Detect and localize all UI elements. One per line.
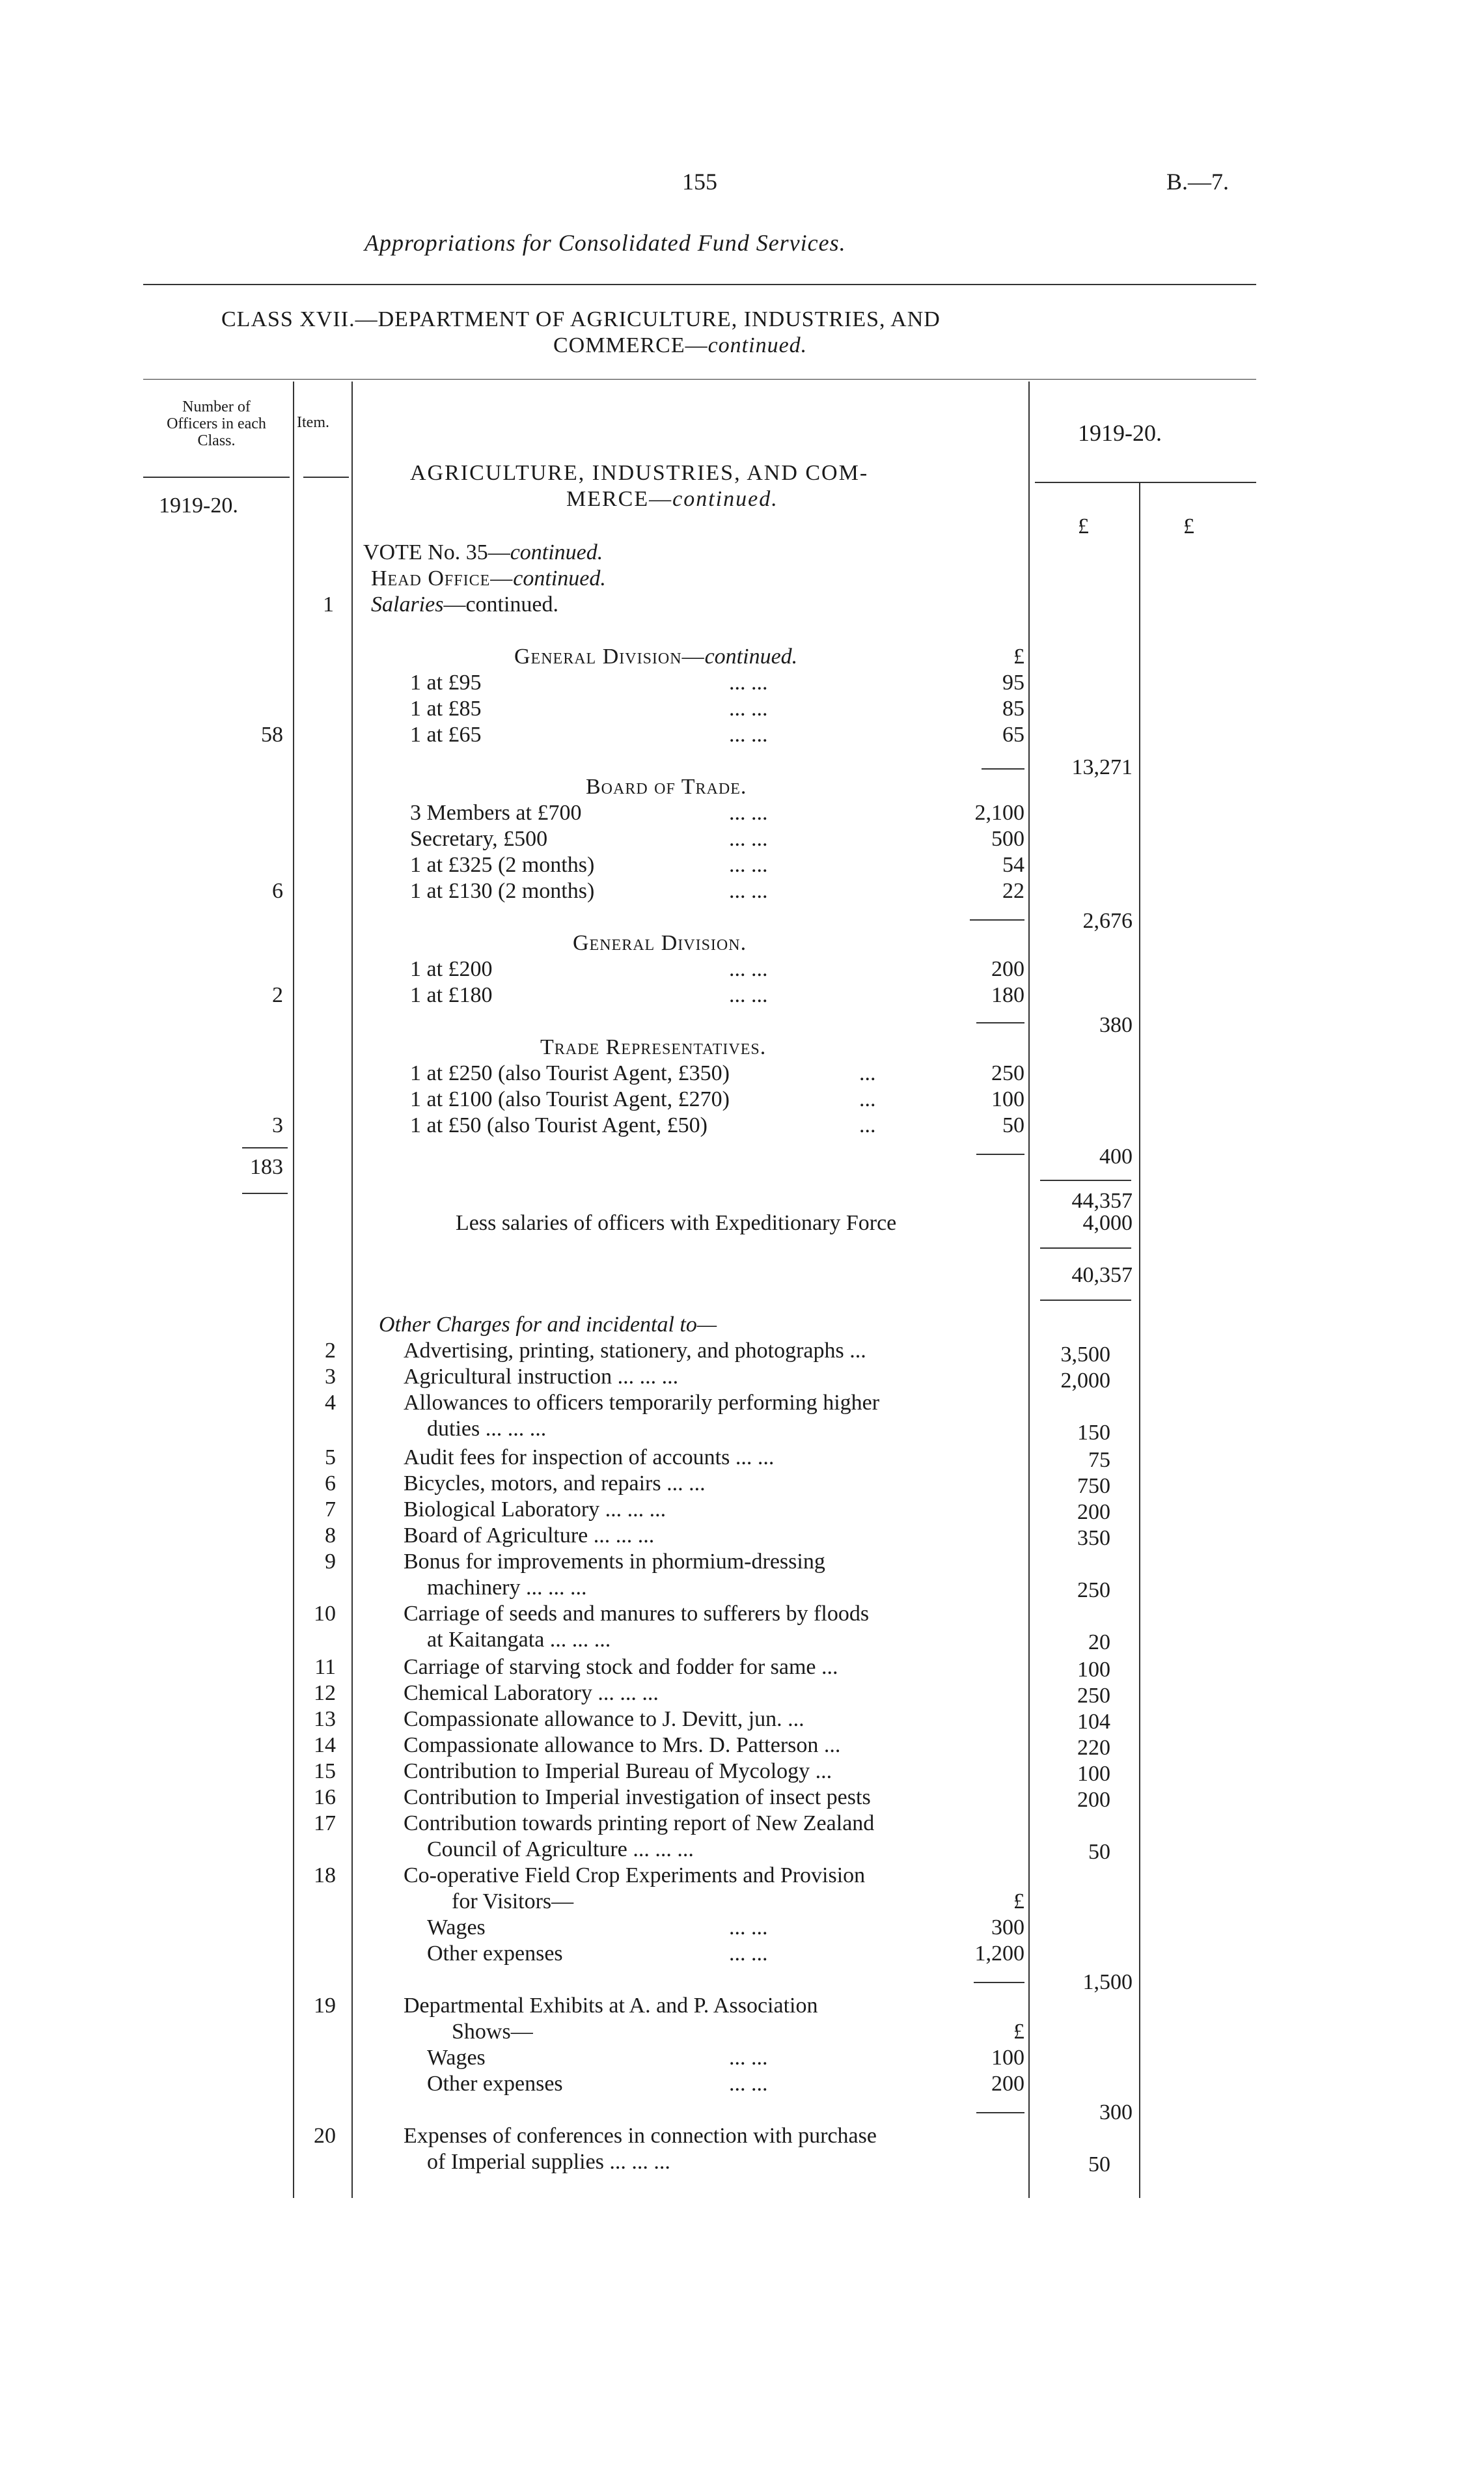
- group-total: 380: [1099, 1013, 1133, 1037]
- charge-amount: 100: [1077, 1762, 1110, 1786]
- charge-description-continuation: for Visitors—: [452, 1889, 574, 1913]
- officers-heading-rule: [143, 477, 290, 478]
- table-row: 1 at £200: [410, 957, 493, 981]
- table-row: Other expenses: [427, 1941, 563, 1966]
- subtotal-rule: [974, 1982, 1024, 1983]
- table-row: 1 at £180: [410, 983, 493, 1007]
- charge-description: Biological Laboratory ... ... ...: [404, 1497, 666, 1522]
- item-number: 6: [325, 1471, 336, 1495]
- charge-description-continuation: at Kaitangata ... ... ...: [427, 1628, 611, 1652]
- less-salaries-amount: 4,000: [1082, 1211, 1133, 1235]
- charge-amount: 200: [1077, 1788, 1110, 1812]
- officers-count: 58: [261, 723, 283, 747]
- item-number: 10: [314, 1602, 336, 1626]
- leader-dots: ... ...: [729, 879, 768, 903]
- salaries-heading: [371, 592, 558, 617]
- charge-description: Co-operative Field Crop Experiments and Provision: [404, 1863, 866, 1887]
- table-row: 1 at £85: [410, 697, 482, 721]
- pound-sign-col2: £: [1183, 514, 1194, 538]
- leader-dots: ... ...: [729, 853, 768, 877]
- item-number: 7: [325, 1497, 336, 1522]
- class-heading-line2: [553, 333, 807, 358]
- general-division-heading: General Division.: [573, 931, 747, 955]
- other-charges-heading: Other Charges for and incidental to—: [379, 1313, 717, 1337]
- year-amounts: 1919-20.: [1078, 420, 1162, 446]
- column-divider-totals: [1139, 482, 1140, 2198]
- group-total: 1,500: [1082, 1970, 1133, 1994]
- year-officers: 1919-20.: [159, 494, 238, 518]
- pound-sign: £: [1013, 1889, 1024, 1913]
- column-divider-amounts: [1028, 382, 1030, 2198]
- charge-description: Agricultural instruction ... ... ...: [404, 1365, 679, 1389]
- table-row: 1 at £130 (2 months): [410, 879, 595, 903]
- row-amount: 300: [991, 1915, 1024, 1940]
- row-amount: 500: [991, 827, 1024, 851]
- charge-description-continuation: of Imperial supplies ... ... ...: [427, 2150, 670, 2174]
- charge-description: Departmental Exhibits at A. and P. Association: [404, 1994, 818, 2018]
- leader-dots: ... ...: [729, 827, 768, 851]
- charge-amount: 750: [1077, 1474, 1110, 1498]
- charge-description: Carriage of seeds and manures to sufferers by floods: [404, 1602, 870, 1626]
- row-amount: 100: [991, 1087, 1024, 1111]
- vote-heading: [363, 540, 603, 565]
- head-office-continued: continued.: [513, 566, 606, 591]
- item-number: 13: [314, 1707, 336, 1731]
- charge-amount: 220: [1077, 1736, 1110, 1760]
- pound-sign-col1: £: [1078, 514, 1089, 538]
- charge-description: Contribution towards printing report of New Zealand: [404, 1811, 875, 1835]
- charge-description: Bicycles, motors, and repairs ... ...: [404, 1471, 706, 1495]
- charge-description: Expenses of conferences in connection with purchase: [404, 2124, 877, 2148]
- head-office-heading: [371, 566, 606, 591]
- charge-description-continuation: Council of Agriculture ... ... ...: [427, 1837, 694, 1861]
- subtotal-rule: [982, 768, 1024, 770]
- subtotal-rule: [976, 1022, 1024, 1023]
- charge-amount: 100: [1077, 1658, 1110, 1682]
- year-rule: [1035, 482, 1256, 483]
- leader-dots: ...: [859, 1113, 876, 1137]
- item-number: 3: [325, 1365, 336, 1389]
- leader-dots: ... ...: [729, 723, 768, 747]
- vote-heading-main: VOTE No. 35—: [363, 540, 510, 564]
- charge-amount: 20: [1088, 1630, 1110, 1654]
- officers-count: 3: [272, 1113, 283, 1137]
- item-number-1: 1: [323, 592, 334, 617]
- row-amount: 54: [1002, 853, 1024, 877]
- row-amount: 22: [1002, 879, 1024, 903]
- leader-dots: ... ...: [729, 671, 768, 695]
- item-number: 4: [325, 1391, 336, 1415]
- subtotal-amount: 44,357: [1071, 1189, 1133, 1213]
- officers-heading-line1: Number of: [182, 398, 251, 415]
- net-total-amount: 40,357: [1071, 1263, 1133, 1287]
- item-number: 12: [314, 1681, 336, 1705]
- officers-total: 183: [250, 1155, 283, 1179]
- item-number: 8: [325, 1523, 336, 1548]
- item-number: 14: [314, 1733, 336, 1757]
- leader-dots: ... ...: [729, 957, 768, 981]
- officers-count: 6: [272, 879, 283, 903]
- leader-dots: ... ...: [729, 983, 768, 1007]
- charge-description: Advertising, printing, stationery, and photographs ...: [404, 1339, 866, 1363]
- charge-amount: 150: [1077, 1421, 1110, 1445]
- row-amount: 250: [991, 1061, 1024, 1085]
- charge-amount: 250: [1077, 1578, 1110, 1602]
- item-number: 5: [325, 1445, 336, 1469]
- document-reference: B.—7.: [1166, 169, 1230, 195]
- item-heading-rule: [303, 477, 349, 478]
- item-number: 19: [314, 1994, 336, 2018]
- leader-dots: ... ...: [729, 2072, 768, 2096]
- row-amount: 95: [1002, 671, 1024, 695]
- general-division-cont-heading: [514, 645, 797, 669]
- charge-description-continuation: duties ... ... ...: [427, 1417, 547, 1441]
- charge-description: Chemical Laboratory ... ... ...: [404, 1681, 659, 1705]
- leader-dots: ...: [859, 1061, 876, 1085]
- officers-heading-line3: Class.: [197, 432, 236, 449]
- row-amount: 2,100: [974, 801, 1024, 825]
- charge-amount: 75: [1088, 1448, 1110, 1472]
- charge-description: Bonus for improvements in phormium-dressing: [404, 1550, 825, 1574]
- leader-dots: ... ...: [729, 697, 768, 721]
- section-title-main: MERCE—: [566, 487, 673, 511]
- column-divider-officers: [293, 382, 294, 2198]
- row-amount: 180: [991, 983, 1024, 1007]
- group-total: 400: [1099, 1145, 1133, 1169]
- charge-amount: 2,000: [1060, 1369, 1110, 1393]
- board-of-trade-heading: Board of Trade.: [586, 775, 747, 799]
- row-amount: 100: [991, 2046, 1024, 2070]
- officers-column-heading: [143, 398, 290, 449]
- item-column-heading: Item.: [297, 414, 329, 431]
- leader-dots: ... ...: [729, 1915, 768, 1940]
- table-row: Other expenses: [427, 2072, 563, 2096]
- table-row: Secretary, £500: [410, 827, 548, 851]
- less-salaries-label: Less salaries of officers with Expeditionary Force: [456, 1211, 897, 1235]
- row-amount: 200: [991, 957, 1024, 981]
- row-amount: 200: [991, 2072, 1024, 2096]
- item-number: 16: [314, 1785, 336, 1809]
- charge-description: Carriage of starving stock and fodder for same ...: [404, 1655, 838, 1679]
- head-office-main: Head Office—: [371, 566, 514, 591]
- table-row: Wages: [427, 1915, 486, 1940]
- section-title-line2: [566, 487, 778, 512]
- charge-description: Contribution to Imperial investigation of insect pests: [404, 1785, 871, 1809]
- item-number: 17: [314, 1811, 336, 1835]
- page-title: Appropriations for Consolidated Fund Services.: [364, 230, 846, 256]
- row-amount: 65: [1002, 723, 1024, 747]
- charge-description: Board of Agriculture ... ... ...: [404, 1523, 655, 1548]
- leader-dots: ... ...: [729, 2046, 768, 2070]
- officers-total-rule-top: [242, 1147, 288, 1148]
- column-divider-item: [351, 382, 353, 2198]
- class-heading-main: COMMERCE—: [553, 333, 708, 357]
- salaries-continued: —continued.: [443, 592, 559, 617]
- section-title-line1: AGRICULTURE, INDUSTRIES, AND COM-: [410, 461, 869, 485]
- officers-total-rule-bottom: [242, 1193, 288, 1194]
- leader-dots: ... ...: [729, 801, 768, 825]
- title-rule: [143, 284, 1256, 285]
- table-row: 1 at £50 (also Tourist Agent, £50): [410, 1113, 708, 1137]
- charge-amount: 350: [1077, 1526, 1110, 1550]
- item-number: 15: [314, 1759, 336, 1783]
- charge-amount: 250: [1077, 1684, 1110, 1708]
- charge-amount: 104: [1077, 1710, 1110, 1734]
- charge-description: Contribution to Imperial Bureau of Mycology ...: [404, 1759, 832, 1783]
- item-number: 18: [314, 1863, 336, 1887]
- subtotal-rule-top: [1040, 1180, 1131, 1181]
- table-row: 1 at £95: [410, 671, 482, 695]
- row-amount: 50: [1002, 1113, 1024, 1137]
- group-total: 2,676: [1082, 909, 1133, 933]
- charge-description-continuation: machinery ... ... ...: [427, 1576, 587, 1600]
- pound-sign: £: [1013, 2020, 1024, 2044]
- table-row: 3 Members at £700: [410, 801, 582, 825]
- table-top-rule: [143, 379, 1256, 380]
- officers-heading-line2: Officers in each: [167, 415, 266, 432]
- general-division-cont-pound: £: [1013, 645, 1024, 669]
- item-number: 9: [325, 1550, 336, 1574]
- charge-amount: 50: [1088, 1840, 1110, 1864]
- table-row: Wages: [427, 2046, 486, 2070]
- class-heading-continued: continued.: [708, 333, 808, 357]
- trade-representatives-heading: Trade Representatives.: [540, 1035, 767, 1059]
- subtotal-rule: [976, 1154, 1024, 1155]
- charge-description: Allowances to officers temporarily performing higher: [404, 1391, 880, 1415]
- charge-description-continuation: Shows—: [452, 2020, 533, 2044]
- charge-description: Compassionate allowance to Mrs. D. Patterson ...: [404, 1733, 841, 1757]
- net-total-rule-top: [1040, 1247, 1131, 1249]
- item-number: 20: [314, 2124, 336, 2148]
- vote-heading-continued: continued.: [510, 540, 603, 564]
- table-row: 1 at £100 (also Tourist Agent, £270): [410, 1087, 730, 1111]
- row-amount: 85: [1002, 697, 1024, 721]
- table-row: 1 at £65: [410, 723, 482, 747]
- class-heading-line1: CLASS XVII.—DEPARTMENT OF AGRICULTURE, INDUSTRIES, AND: [221, 307, 941, 331]
- subtotal-rule: [976, 2112, 1024, 2113]
- section-title-continued: continued.: [672, 487, 778, 511]
- table-row: 1 at £325 (2 months): [410, 853, 595, 877]
- charge-description: Compassionate allowance to J. Devitt, jun. ...: [404, 1707, 804, 1731]
- officers-count: 2: [272, 983, 283, 1007]
- charge-amount: 50: [1088, 2152, 1110, 2177]
- item-number: 11: [314, 1655, 336, 1679]
- charge-amount: 3,500: [1060, 1342, 1110, 1367]
- general-division-cont-italic: continued.: [704, 645, 798, 669]
- group-total: 13,271: [1071, 755, 1133, 779]
- page-number: 155: [682, 169, 717, 195]
- table-row: 1 at £250 (also Tourist Agent, £350): [410, 1061, 730, 1085]
- salaries-label: Salaries: [371, 592, 444, 617]
- group-total: 300: [1099, 2100, 1133, 2124]
- net-total-rule-bottom: [1040, 1300, 1131, 1301]
- charge-description: Audit fees for inspection of accounts ... ...: [404, 1445, 775, 1469]
- leader-dots: ... ...: [729, 1941, 768, 1966]
- row-amount: 1,200: [974, 1941, 1024, 1966]
- item-number: 2: [325, 1339, 336, 1363]
- leader-dots: ...: [859, 1087, 876, 1111]
- charge-amount: 200: [1077, 1500, 1110, 1524]
- subtotal-rule: [970, 919, 1024, 921]
- general-division-cont-main: General Division—: [514, 645, 705, 669]
